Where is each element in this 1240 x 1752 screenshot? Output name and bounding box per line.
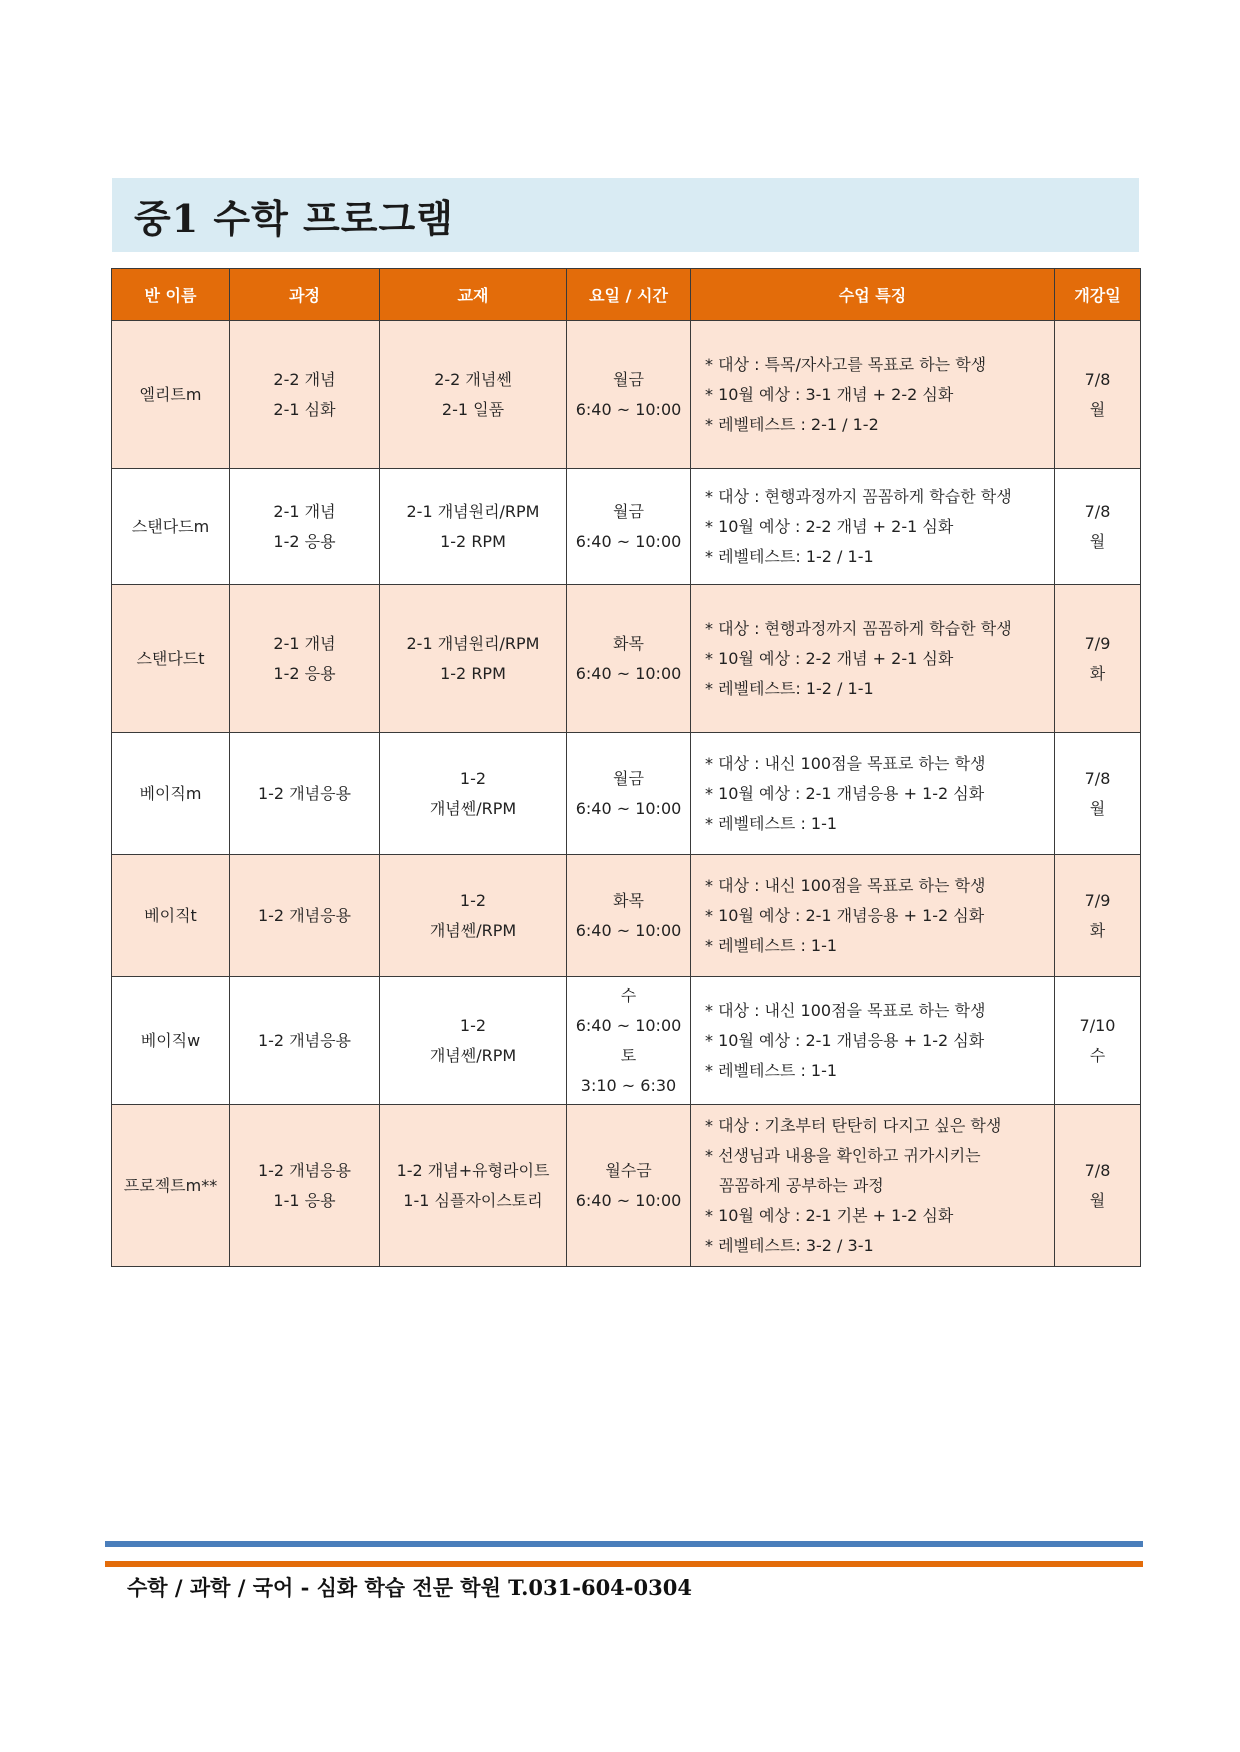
header-course: 과정 bbox=[230, 269, 380, 321]
footer-divider-orange bbox=[105, 1561, 1143, 1567]
course-line: 2-1 개념 bbox=[273, 501, 336, 521]
feature-line: * 10월 예상 : 2-1 개념응용 + 1-2 심화 bbox=[705, 783, 985, 803]
footer-contact: 수학 / 과학 / 국어 - 심화 학습 전문 학원 T.031-604-0304 bbox=[127, 1575, 692, 1600]
table-row bbox=[112, 321, 1141, 469]
start-date-cell bbox=[1055, 977, 1141, 1105]
textbook-line: 개념쎈/RPM bbox=[429, 1045, 517, 1065]
start-day: 화 bbox=[1089, 920, 1106, 940]
course-line: 2-2 개념 bbox=[273, 369, 336, 389]
class-name-cell: 프로젝트m** bbox=[112, 1105, 230, 1267]
textbook-line: 개념쎈/RPM bbox=[429, 798, 517, 818]
start-day: 수 bbox=[1089, 1045, 1106, 1065]
feature-line: * 대상 : 내신 100점을 목표로 하는 학생 bbox=[705, 1000, 986, 1020]
features-cell bbox=[691, 733, 1055, 855]
textbook-line: 1-2 개념+유형라이트 bbox=[396, 1160, 550, 1180]
table-row bbox=[112, 733, 1141, 855]
schedule-line: 6:40 ~ 10:00 bbox=[575, 399, 682, 419]
textbook-cell bbox=[380, 977, 567, 1105]
table-header-row bbox=[112, 269, 1141, 321]
schedule-line: 3:10 ~ 6:30 bbox=[580, 1075, 677, 1095]
feature-line: * 대상 : 내신 100점을 목표로 하는 학생 bbox=[705, 753, 986, 773]
feature-line: * 10월 예상 : 3-1 개념 + 2-2 심화 bbox=[705, 384, 954, 404]
schedule-line: 화목 bbox=[613, 890, 644, 910]
start-day: 월 bbox=[1089, 1190, 1106, 1210]
course-line: 1-1 응용 bbox=[273, 1190, 336, 1210]
start-day: 화 bbox=[1089, 663, 1106, 683]
features-cell bbox=[691, 469, 1055, 585]
schedule-line: 6:40 ~ 10:00 bbox=[575, 920, 682, 940]
course-line: 1-2 개념응용 bbox=[257, 783, 352, 803]
start-date: 7/8 bbox=[1084, 501, 1111, 521]
start-date: 7/10 bbox=[1079, 1015, 1116, 1035]
schedule-cell bbox=[567, 733, 691, 855]
feature-line: * 10월 예상 : 2-1 개념응용 + 1-2 심화 bbox=[705, 1030, 985, 1050]
feature-line: * 레벨테스트: 1-2 / 1-1 bbox=[705, 546, 874, 566]
feature-line: * 레벨테스트 : 1-1 bbox=[705, 1060, 838, 1080]
start-date-cell bbox=[1055, 321, 1141, 469]
textbook-cell bbox=[380, 469, 567, 585]
schedule-line: 화목 bbox=[613, 633, 644, 653]
schedule-line: 6:40 ~ 10:00 bbox=[575, 1190, 682, 1210]
textbook-line: 1-2 RPM bbox=[440, 663, 506, 683]
course-cell bbox=[230, 977, 380, 1105]
schedule-cell bbox=[567, 321, 691, 469]
start-date-cell bbox=[1055, 1105, 1141, 1267]
schedule-line: 월수금 bbox=[605, 1160, 652, 1180]
course-line: 1-2 개념응용 bbox=[257, 905, 352, 925]
feature-line: * 10월 예상 : 2-2 개념 + 2-1 심화 bbox=[705, 648, 954, 668]
course-line: 2-1 심화 bbox=[273, 399, 336, 419]
textbook-cell bbox=[380, 855, 567, 977]
feature-line: * 10월 예상 : 2-1 기본 + 1-2 심화 bbox=[705, 1205, 954, 1225]
features-cell bbox=[691, 585, 1055, 733]
footer-divider-blue bbox=[105, 1541, 1143, 1547]
textbook-line: 1-2 bbox=[459, 1015, 487, 1035]
features-cell bbox=[691, 321, 1055, 469]
feature-line: * 레벨테스트 : 1-1 bbox=[705, 935, 838, 955]
feature-line: * 대상 : 현행과정까지 꼼꼼하게 학습한 학생 bbox=[705, 486, 1012, 506]
schedule-line: 토 bbox=[620, 1045, 637, 1065]
schedule-cell bbox=[567, 585, 691, 733]
header-schedule: 요일 / 시간 bbox=[567, 269, 691, 321]
table-row bbox=[112, 977, 1141, 1105]
feature-line-continuation: 꼼꼼하게 공부하는 과정 bbox=[719, 1175, 884, 1195]
feature-line: * 대상 : 기초부터 탄탄히 다지고 싶은 학생 bbox=[705, 1115, 1002, 1135]
course-line: 2-1 개념 bbox=[273, 633, 336, 653]
schedule-line: 6:40 ~ 10:00 bbox=[575, 798, 682, 818]
start-day: 월 bbox=[1089, 798, 1106, 818]
class-name-cell: 베이직w bbox=[112, 977, 230, 1105]
start-date: 7/9 bbox=[1084, 633, 1111, 653]
feature-line: * 레벨테스트: 3-2 / 3-1 bbox=[705, 1235, 874, 1255]
course-cell bbox=[230, 321, 380, 469]
header-textbook: 교재 bbox=[380, 269, 567, 321]
start-date-cell bbox=[1055, 585, 1141, 733]
start-date: 7/9 bbox=[1084, 890, 1111, 910]
schedule-line: 월금 bbox=[613, 501, 644, 521]
schedule-line: 6:40 ~ 10:00 bbox=[575, 663, 682, 683]
textbook-line: 2-2 개념쎈 bbox=[434, 369, 512, 389]
table-row bbox=[112, 1105, 1141, 1267]
course-line: 1-2 응용 bbox=[273, 663, 336, 683]
course-cell bbox=[230, 469, 380, 585]
feature-line: * 레벨테스트: 1-2 / 1-1 bbox=[705, 678, 874, 698]
textbook-line: 개념쎈/RPM bbox=[429, 920, 517, 940]
schedule-line: 수 bbox=[620, 985, 637, 1005]
textbook-cell bbox=[380, 1105, 567, 1267]
course-cell bbox=[230, 733, 380, 855]
textbook-line: 1-2 bbox=[459, 890, 487, 910]
table-row bbox=[112, 855, 1141, 977]
schedule-cell bbox=[567, 977, 691, 1105]
program-table bbox=[111, 268, 1141, 1267]
textbook-line: 1-1 심플자이스토리 bbox=[403, 1190, 543, 1210]
feature-line: * 대상 : 특목/자사고를 목표로 하는 학생 bbox=[705, 354, 987, 374]
feature-line: * 10월 예상 : 2-1 개념응용 + 1-2 심화 bbox=[705, 905, 985, 925]
header-features: 수업 특징 bbox=[691, 269, 1055, 321]
class-name-cell: 스탠다드m bbox=[112, 469, 230, 585]
start-date-cell bbox=[1055, 733, 1141, 855]
features-cell bbox=[691, 1105, 1055, 1267]
title-banner bbox=[112, 178, 1139, 252]
textbook-line: 2-1 일품 bbox=[441, 399, 505, 419]
schedule-cell bbox=[567, 855, 691, 977]
start-date-cell bbox=[1055, 855, 1141, 977]
feature-line: * 선생님과 내용을 확인하고 귀가시키는 bbox=[705, 1145, 981, 1165]
course-line: 1-2 개념응용 bbox=[257, 1160, 352, 1180]
table-row bbox=[112, 585, 1141, 733]
feature-line: * 대상 : 내신 100점을 목표로 하는 학생 bbox=[705, 875, 986, 895]
course-cell bbox=[230, 855, 380, 977]
schedule-line: 6:40 ~ 10:00 bbox=[575, 531, 682, 551]
start-date: 7/8 bbox=[1084, 369, 1111, 389]
start-date: 7/8 bbox=[1084, 768, 1111, 788]
class-name-cell: 베이직t bbox=[112, 855, 230, 977]
textbook-cell bbox=[380, 733, 567, 855]
schedule-cell bbox=[567, 1105, 691, 1267]
start-date-cell bbox=[1055, 469, 1141, 585]
textbook-line: 1-2 RPM bbox=[440, 531, 506, 551]
start-day: 월 bbox=[1089, 531, 1106, 551]
header-class-name: 반 이름 bbox=[112, 269, 230, 321]
textbook-line: 2-1 개념원리/RPM bbox=[406, 633, 540, 653]
schedule-line: 6:40 ~ 10:00 bbox=[575, 1015, 682, 1035]
course-cell bbox=[230, 585, 380, 733]
feature-line: * 레벨테스트 : 1-1 bbox=[705, 813, 838, 833]
header-start-date: 개강일 bbox=[1055, 269, 1141, 321]
class-name-cell: 베이직m bbox=[112, 733, 230, 855]
course-line: 1-2 응용 bbox=[273, 531, 336, 551]
course-cell bbox=[230, 1105, 380, 1267]
features-cell bbox=[691, 855, 1055, 977]
feature-line: * 레벨테스트 : 2-1 / 1-2 bbox=[705, 414, 879, 434]
schedule-cell bbox=[567, 469, 691, 585]
schedule-line: 월금 bbox=[613, 369, 644, 389]
start-date: 7/8 bbox=[1084, 1160, 1111, 1180]
course-line: 1-2 개념응용 bbox=[257, 1030, 352, 1050]
features-cell bbox=[691, 977, 1055, 1105]
class-name-cell: 엘리트m bbox=[112, 321, 230, 469]
feature-line: * 10월 예상 : 2-2 개념 + 2-1 심화 bbox=[705, 516, 954, 536]
textbook-cell bbox=[380, 321, 567, 469]
start-day: 월 bbox=[1089, 399, 1106, 419]
class-name-cell: 스탠다드t bbox=[112, 585, 230, 733]
feature-line: * 대상 : 현행과정까지 꼼꼼하게 학습한 학생 bbox=[705, 618, 1012, 638]
page-title: 중1 수학 프로그램 bbox=[134, 195, 454, 241]
textbook-line: 1-2 bbox=[459, 768, 487, 788]
schedule-line: 월금 bbox=[613, 768, 644, 788]
table-row bbox=[112, 469, 1141, 585]
textbook-cell bbox=[380, 585, 567, 733]
textbook-line: 2-1 개념원리/RPM bbox=[406, 501, 540, 521]
